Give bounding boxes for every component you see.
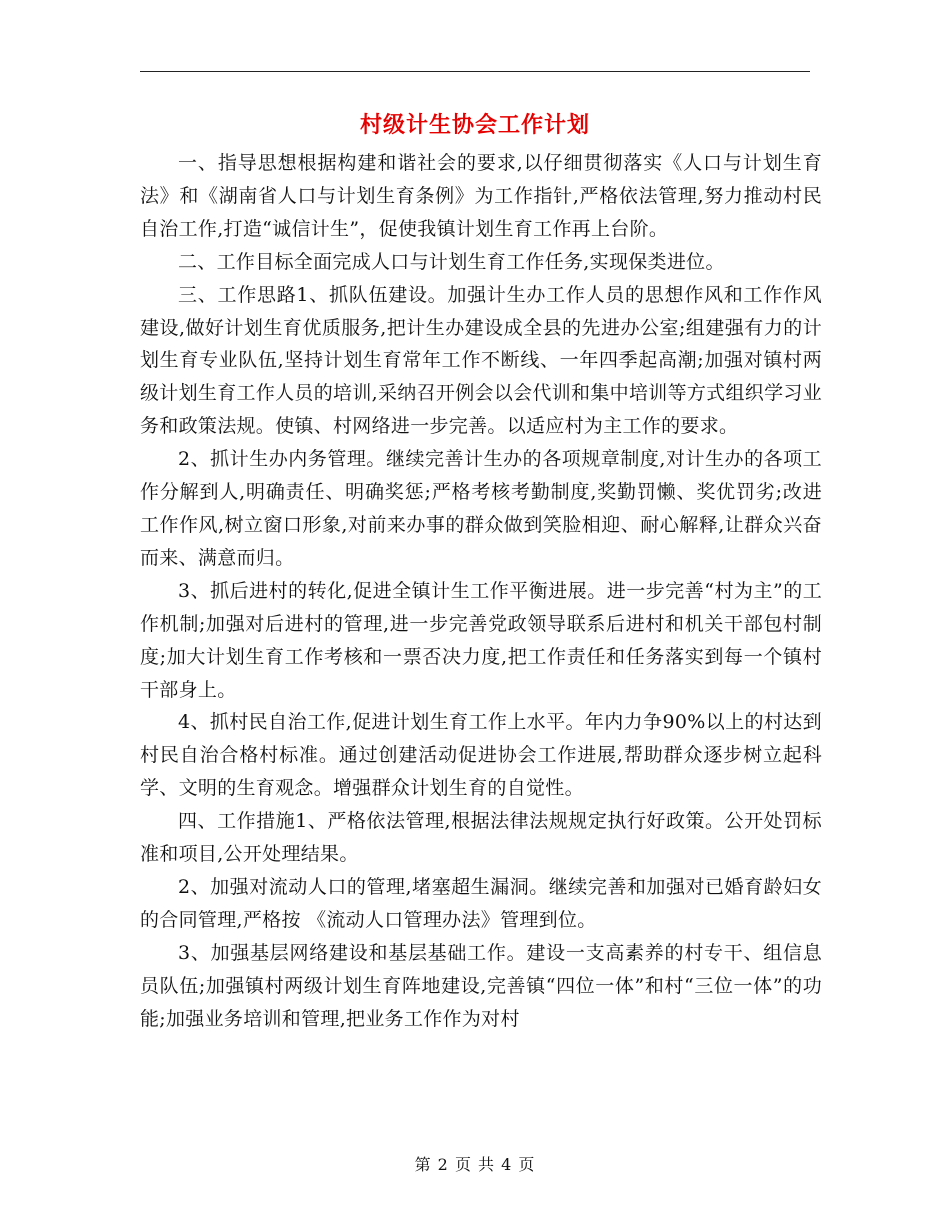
paragraph: 2、加强对流动人口的管理,堵塞超生漏洞。继续完善和加强对已婚育龄妇女的合同管理,严格按 《流动人口管理办法》管理到位。: [140, 875, 822, 931]
document-body: [140, 147, 822, 1035]
document-title: 村级计生协会工作计划: [359, 112, 590, 138]
paragraph: 4、抓村民自治工作,促进计划生育工作上水平。年内力争90%以上的村达到村民自治合格村标准。通过创建活动促进协会工作进展,帮助群众逐步树立起科学、文明的生育观念。增强群众计划生育的自觉性。: [140, 711, 822, 800]
paragraph: 一、指导思想根据构建和谐社会的要求,以仔细贯彻落实《人口与计划生育法》和《湖南省人口与计划生育条例》为工作指针,严格依法管理,努力推动村民自治工作,打造“诚信计生”，促使我镇计划生育工作再上台阶。: [140, 152, 822, 240]
page-number-footer: 第 2 页 共 4 页: [414, 1155, 536, 1174]
header-rule: [140, 71, 810, 72]
paragraph: 2、抓计生办内务管理。继续完善计生办的各项规章制度,对计生办的各项工作分解到人,明确责任、明确奖惩;严格考核考勤制度,奖勤罚懒、奖优罚劣;改进工作作风,树立窗口形象,对前来办事的群众做到笑脸相迎、耐心解释,让群众兴奋而来、满意而归。: [140, 448, 822, 569]
paragraph: 二、工作目标全面完成人口与计划生育工作任务,实现保类进位。: [178, 250, 725, 273]
paragraph: 三、工作思路1、抓队伍建设。加强计生办工作人员的思想作风和工作作风建设,做好计划生育优质服务,把计生办建设成全县的先进办公室;组建强有力的计划生育专业队伍,坚持计划生育常年工作不断线、一年四季起高潮;加强对镇村两级计划生育工作人员的培训,采纳召开例会以会代训和集中培训等方式组织学习业务和政策法规。使镇、村网络进一步完善。以适应村为主工作的要求。: [140, 283, 822, 438]
paragraph: 3、加强基层网络建设和基层基础工作。建设一支高素养的村专干、组信息员队伍;加强镇村两级计划生育阵地建设,完善镇“四位一体”和村“三位一体”的功能;加强业务培训和管理,把业务工作作为对村: [140, 941, 822, 1030]
paragraph: 四、工作措施1、严格依法管理,根据法律法规规定执行好政策。公开处罚标准和项目,公开处理结果。: [140, 810, 822, 866]
paragraph: 3、抓后进村的转化,促进全镇计生工作平衡进展。进一步完善“村为主”的工作机制;加强对后进村的管理,进一步完善党政领导联系后进村和机关干部包村制度;加大计划生育工作考核和一票否决力度,把工作责任和任务落实到每一个镇村干部身上。: [140, 579, 822, 701]
